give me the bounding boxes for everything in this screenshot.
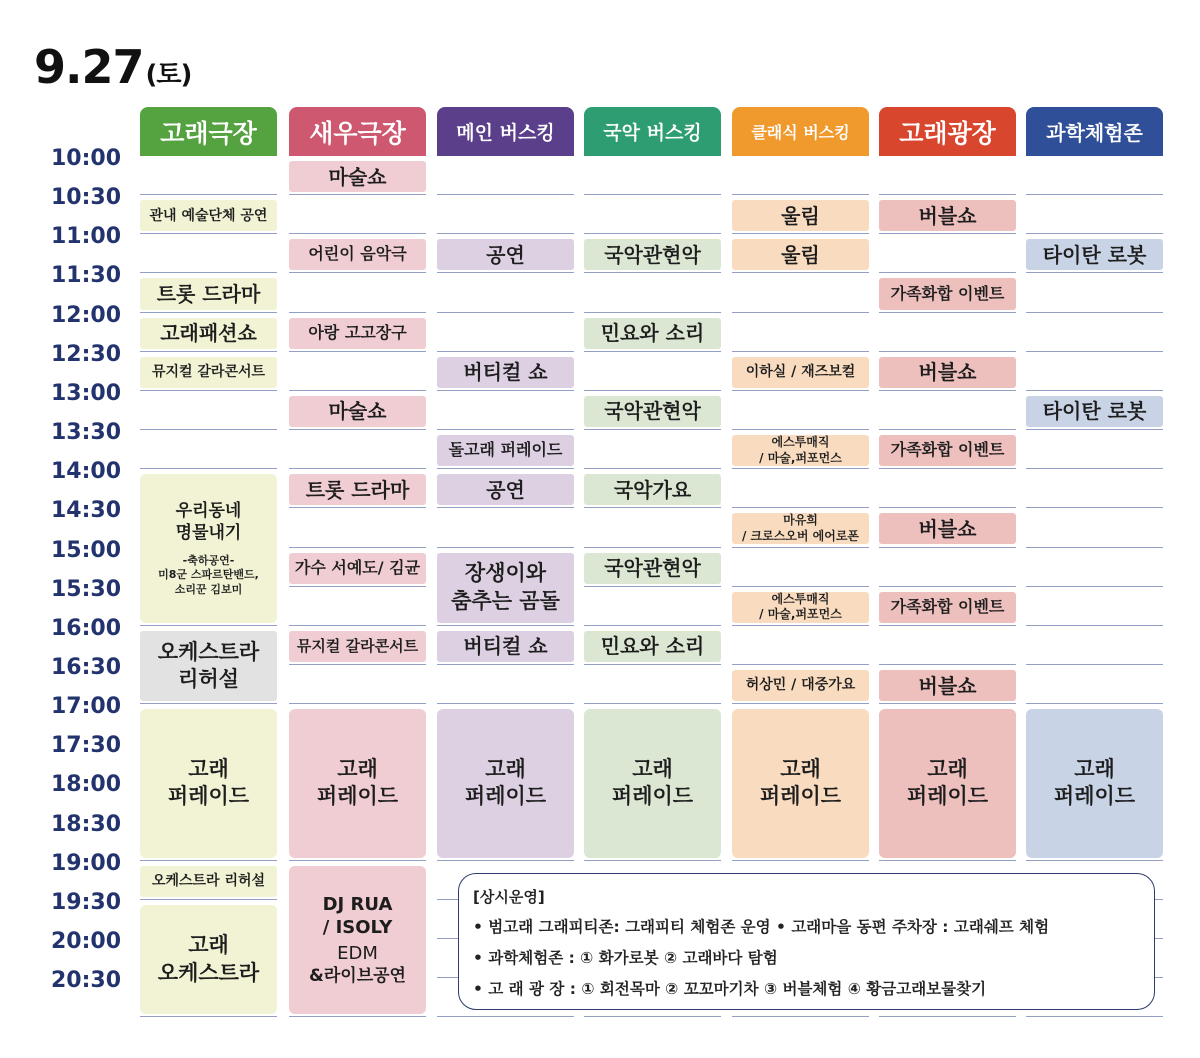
event-cell [437, 709, 574, 858]
event-cell [732, 670, 869, 701]
grid-line [879, 390, 1016, 391]
grid-line [584, 468, 721, 469]
grid-line [584, 272, 721, 273]
time-label: 16:00 [50, 615, 122, 641]
grid-line [732, 507, 869, 508]
grid-line [1026, 547, 1163, 548]
time-label: 12:00 [50, 302, 122, 328]
event-title: 마술쇼 [328, 399, 387, 424]
event-cell [732, 592, 869, 623]
notice-line: • 고 래 광 장 : ① 회전목마 ② 꼬꼬마기차 ③ 버블체험 ④ 황금고래보물찾기 [473, 980, 987, 998]
grid-line [140, 1016, 277, 1017]
event-cell [732, 709, 869, 858]
grid-line [732, 194, 869, 195]
event-title: 버블쇼 [918, 360, 977, 385]
event-title: 이하실 / 재즈보컬 [745, 364, 856, 381]
grid-line [1026, 312, 1163, 313]
event-cell [879, 357, 1016, 388]
grid-line [140, 468, 277, 469]
event-cell [289, 239, 426, 270]
event-title: 국악관현악 [604, 556, 701, 581]
grid-line [1026, 507, 1163, 508]
grid-line [732, 625, 869, 626]
event-title: 마술쇼 [328, 164, 387, 189]
event-cell [289, 553, 426, 584]
event-title: 공연 [486, 242, 525, 267]
grid-line [879, 547, 1016, 548]
grid-line [732, 586, 869, 587]
grid-line [289, 390, 426, 391]
time-label: 11:00 [50, 224, 122, 250]
grid-line [879, 507, 1016, 508]
grid-line [732, 860, 869, 861]
event-title: 돌고래 퍼레이드 [448, 440, 563, 460]
grid-line [879, 194, 1016, 195]
grid-line [584, 390, 721, 391]
event-title: 가수 서예도/ 김균 [294, 557, 421, 577]
grid-line [289, 194, 426, 195]
event-cell [879, 592, 1016, 623]
venue-header: 새우극장 [289, 107, 426, 156]
event-title: 뮤지컬 갈라콘서트 [151, 364, 266, 381]
time-label: 18:30 [50, 811, 122, 837]
event-cell [437, 435, 574, 466]
event-title: 국악관현악 [604, 399, 701, 424]
grid-line [1026, 586, 1163, 587]
event-cell [437, 357, 574, 388]
event-cell [140, 474, 277, 623]
grid-line [140, 272, 277, 273]
event-cell [140, 866, 277, 897]
event-cell [584, 709, 721, 858]
grid-line [140, 351, 277, 352]
time-label: 19:00 [50, 850, 122, 876]
event-cell [140, 200, 277, 231]
grid-line [1026, 625, 1163, 626]
grid-line [1026, 1016, 1163, 1017]
grid-line [732, 351, 869, 352]
event-cell [289, 709, 426, 858]
grid-line [140, 429, 277, 430]
event-cell [584, 318, 721, 349]
grid-line [140, 860, 277, 861]
grid-line [732, 547, 869, 548]
grid-line [584, 1016, 721, 1017]
event-cell [879, 278, 1016, 309]
grid-line [584, 312, 721, 313]
event-cell [732, 239, 869, 270]
time-label: 19:30 [50, 889, 122, 915]
grid-line [584, 625, 721, 626]
event-cell [879, 709, 1016, 858]
event-title: 우리동네 명물내기 [175, 500, 242, 544]
grid-line [289, 233, 426, 234]
event-title: 가족화합 이벤트 [890, 440, 1005, 460]
time-label: 15:00 [50, 537, 122, 563]
grid-line [584, 664, 721, 665]
event-cell [879, 435, 1016, 466]
grid-line [140, 899, 277, 900]
grid-line [140, 390, 277, 391]
event-cell [289, 161, 426, 192]
event-subtitle: -축하공연- 미8군 스파르탄밴드, 소리꾼 김보미 [158, 554, 259, 596]
grid-line [584, 586, 721, 587]
grid-line [289, 1016, 426, 1017]
venue-header: 고래극장 [140, 107, 277, 156]
grid-line [584, 233, 721, 234]
event-cell [879, 200, 1016, 231]
grid-line [1026, 272, 1163, 273]
grid-line [879, 468, 1016, 469]
grid-line [437, 390, 574, 391]
event-subtitle: EDM [337, 942, 378, 964]
event-cell [289, 318, 426, 349]
event-title: 공연 [486, 477, 525, 502]
time-label: 16:30 [50, 654, 122, 680]
grid-line [879, 703, 1016, 704]
time-label: 12:30 [50, 341, 122, 367]
grid-line [437, 547, 574, 548]
grid-line [289, 312, 426, 313]
grid-line [1026, 233, 1163, 234]
date-number: 9.27 [34, 40, 144, 94]
event-cell [584, 553, 721, 584]
grid-line [289, 547, 426, 548]
time-label: 13:00 [50, 380, 122, 406]
grid-line [437, 272, 574, 273]
grid-line [732, 233, 869, 234]
event-cell [140, 631, 277, 701]
event-title: 버블쇼 [918, 673, 977, 698]
grid-line [140, 625, 277, 626]
event-cell [732, 513, 869, 544]
grid-line [879, 233, 1016, 234]
time-label: 10:30 [50, 185, 122, 211]
event-cell [140, 709, 277, 858]
venue-header: 과학체험존 [1026, 107, 1163, 156]
venue-header: 고래광장 [879, 107, 1016, 156]
event-title: 민요와 소리 [600, 634, 705, 659]
grid-line [289, 468, 426, 469]
grid-line [879, 1016, 1016, 1017]
event-title: 마유희 / 크로스오버 에어로폰 [741, 513, 860, 543]
grid-line [584, 429, 721, 430]
grid-line [584, 703, 721, 704]
grid-line [140, 194, 277, 195]
date-title [34, 40, 191, 94]
grid-line [289, 625, 426, 626]
grid-line [732, 703, 869, 704]
event-title: 고래 퍼레이드 [1053, 757, 1136, 809]
time-label: 20:00 [50, 929, 122, 954]
event-cell [1026, 396, 1163, 427]
event-title: 버티컬 쇼 [463, 634, 548, 659]
event-title: 고래 퍼레이드 [759, 757, 842, 809]
event-title: 타이탄 로봇 [1042, 242, 1147, 267]
event-cell [140, 278, 277, 309]
event-title: 가족화합 이벤트 [890, 596, 1005, 616]
grid-line [584, 351, 721, 352]
event-title: 고래 퍼레이드 [611, 757, 694, 809]
event-title: 아랑 고고장구 [308, 322, 407, 342]
venue-header: 국악 버스킹 [584, 107, 721, 156]
event-title: 장생이와 춤추는 곰돌 [451, 561, 560, 613]
grid-line [732, 664, 869, 665]
grid-line [140, 703, 277, 704]
event-cell [584, 396, 721, 427]
event-cell [437, 239, 574, 270]
event-title: 버블쇼 [918, 516, 977, 541]
event-title: 트롯 드라마 [156, 282, 261, 306]
grid-line [879, 351, 1016, 352]
event-cell [140, 318, 277, 349]
grid-line [289, 860, 426, 861]
event-title: 고래 오케스트라 [157, 933, 260, 985]
grid-line [732, 390, 869, 391]
venue-header: 클래식 버스킹 [732, 107, 869, 156]
grid-line [289, 703, 426, 704]
grid-line [437, 233, 574, 234]
event-cell [732, 435, 869, 466]
event-title: 오케스트라 리허설 [151, 873, 266, 890]
grid-line [1026, 390, 1163, 391]
grid-line [1026, 194, 1163, 195]
grid-line [732, 312, 869, 313]
event-title: 국악가요 [613, 477, 692, 502]
event-title: DJ RUA / ISOLY [322, 893, 393, 939]
grid-line [584, 860, 721, 861]
event-title: 뮤지컬 갈라콘서트 [296, 636, 419, 655]
grid-line [584, 507, 721, 508]
grid-line [879, 272, 1016, 273]
event-title: 에스투매직 / 마술,퍼포먼스 [759, 591, 842, 622]
time-label: 14:00 [50, 459, 122, 485]
event-title: 오케스트라 리허설 [157, 639, 260, 691]
time-label: 15:30 [50, 576, 122, 602]
grid-line [289, 351, 426, 352]
event-title: 어린이 음악극 [308, 244, 407, 264]
notice-line: • 과학체험존 : ① 화가로봇 ② 고래바다 탐험 [473, 949, 778, 967]
event-title: 고래 퍼레이드 [906, 757, 989, 809]
time-label: 13:30 [50, 420, 122, 446]
grid-line [289, 507, 426, 508]
event-cell [584, 239, 721, 270]
grid-line [1026, 703, 1163, 704]
event-cell [289, 396, 426, 427]
notice-line: • 범고래 그래피티존: 그래피티 체험존 운영 • 고래마을 동편 주차장 : 고래쉐프 체험 [473, 918, 1050, 936]
event-cell [1026, 239, 1163, 270]
event-cell [1026, 709, 1163, 858]
grid-line [1026, 429, 1163, 430]
grid-line [437, 312, 574, 313]
event-title: 고래 퍼레이드 [167, 757, 250, 809]
grid-line [437, 351, 574, 352]
grid-line [140, 312, 277, 313]
grid-line [289, 429, 426, 430]
event-cell [140, 905, 277, 1014]
time-label: 11:30 [50, 263, 122, 289]
event-subtitle: &라이브공연 [309, 966, 406, 987]
event-cell [140, 357, 277, 388]
event-title: 허상민 / 대중가요 [745, 677, 856, 694]
venue-header: 메인 버스킹 [437, 107, 574, 156]
event-cell [289, 474, 426, 505]
grid-line [1026, 468, 1163, 469]
event-title: 에스투매직 / 마술,퍼포먼스 [759, 435, 842, 465]
grid-line [732, 468, 869, 469]
event-title: 고래패션쇼 [160, 321, 257, 346]
event-title: 민요와 소리 [600, 321, 705, 346]
grid-line [879, 860, 1016, 861]
grid-line [879, 312, 1016, 313]
event-cell [732, 200, 869, 231]
event-title: 고래 퍼레이드 [464, 757, 547, 809]
event-title: 버블쇼 [918, 203, 977, 228]
time-label: 17:30 [50, 733, 122, 759]
grid-line [879, 429, 1016, 430]
event-title: 국악관현악 [604, 242, 701, 267]
grid-line [732, 1016, 869, 1017]
grid-line [732, 429, 869, 430]
grid-line [879, 664, 1016, 665]
event-title: 관내 예술단체 공연 [149, 207, 268, 224]
event-title: 울림 [781, 242, 820, 267]
grid-line [1026, 860, 1163, 861]
grid-line [732, 272, 869, 273]
event-cell [584, 631, 721, 662]
grid-line [289, 586, 426, 587]
grid-line [437, 625, 574, 626]
date-day: (토) [145, 60, 192, 90]
always-open-notice [458, 873, 1155, 1010]
event-title: 버티컬 쇼 [463, 360, 548, 385]
event-cell [289, 866, 426, 1015]
grid-line [584, 194, 721, 195]
grid-line [879, 586, 1016, 587]
grid-line [1026, 351, 1163, 352]
grid-line [437, 507, 574, 508]
grid-line [437, 664, 574, 665]
grid-line [437, 468, 574, 469]
event-cell [437, 553, 574, 623]
event-title: 트롯 드라마 [305, 477, 410, 502]
event-title: 타이탄 로봇 [1042, 399, 1147, 424]
time-label: 18:00 [50, 772, 122, 798]
notice-title: [상시운영] [473, 888, 545, 906]
time-label: 14:30 [50, 498, 122, 524]
event-title: 고래 퍼레이드 [316, 757, 399, 809]
grid-line [437, 194, 574, 195]
event-cell [437, 474, 574, 505]
grid-line [879, 625, 1016, 626]
grid-line [437, 860, 574, 861]
event-cell [732, 357, 869, 388]
grid-line [1026, 664, 1163, 665]
time-label: 17:00 [50, 694, 122, 720]
time-label: 10:00 [50, 146, 122, 171]
grid-line [289, 272, 426, 273]
event-cell [289, 631, 426, 662]
event-title: 가족화합 이벤트 [890, 283, 1005, 303]
grid-line [140, 233, 277, 234]
event-cell [437, 631, 574, 662]
event-cell [584, 474, 721, 505]
grid-line [584, 547, 721, 548]
event-cell [879, 513, 1016, 544]
time-label: 20:30 [50, 968, 122, 994]
grid-line [437, 429, 574, 430]
grid-line [289, 664, 426, 665]
event-cell [879, 670, 1016, 701]
grid-line [437, 1016, 574, 1017]
grid-line [437, 703, 574, 704]
event-title: 울림 [781, 203, 820, 228]
